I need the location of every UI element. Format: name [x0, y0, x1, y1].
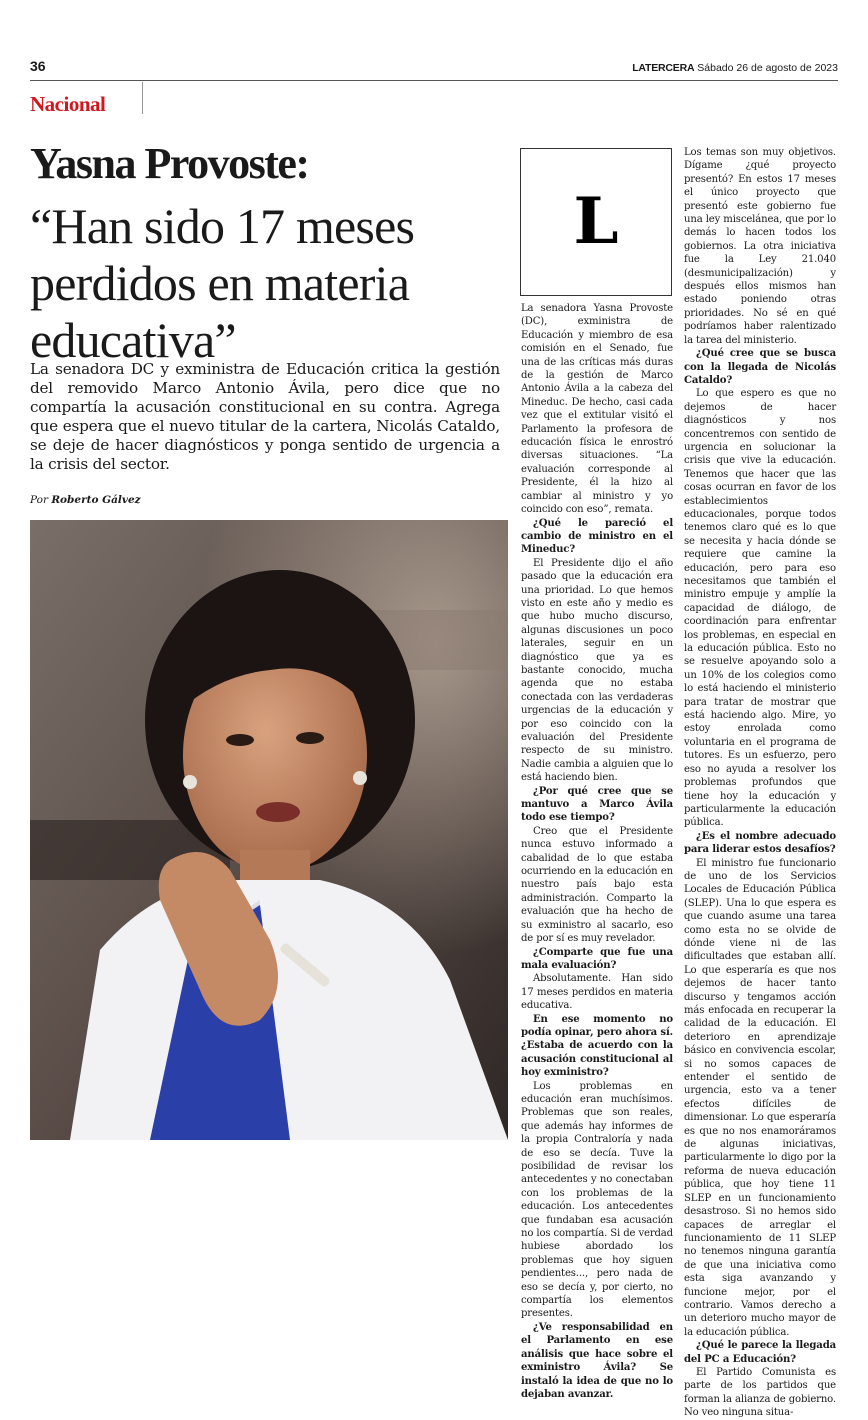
byline-author: Roberto Gálvez — [51, 494, 141, 506]
body-paragraph: El ministro fue funcionario de uno de los Servicios Locales de Educación Pública (SLEP). Una lo que espera es que cuando asume una tarea como esta no se olvide de dónde viene ni de las dificultades que estaban allí. Lo que esperaría es que nos dejemos de hacer tanto discurso y tengamos acción más enfocada en recuperar la calidad de la educación. El deterioro en aprendizaje básico en convivencia escolar, si no somos capaces de entender el sentido de urgencia, esto va a tener efectos difíciles de dimensionar. Lo que esperaría es que no nos enamoráramos de algunas iniciativas, particularmente lo digo por la reforma de nueva educación pública, que hoy tiene 11 SLEP en un funcionamiento desastroso. Si no hemos sido capaces de arreglar el funcionamiento de 11 SLEP no tenemos ninguna garantía de que una iniciativa como esta siga avanzando y funcione mejor, por el contrario. Vamos derecho a un deterioro mucho mayor de la educación pública. — [684, 857, 836, 1338]
headline-kicker: Yasna Provoste: — [30, 139, 309, 188]
byline — [30, 494, 141, 506]
interview-question: ¿Es el nombre adecuado para liderar estos desafíos? — [684, 830, 836, 856]
headline: “Han sido 17 meses perdidos en materia educativa” — [30, 198, 415, 368]
body-paragraph: Absolutamente. Han sido 17 meses perdidos en materia educativa. — [521, 973, 673, 1012]
masthead-date — [632, 62, 838, 74]
interview-question: ¿Por qué cree que se mantuvo a Marco Ávila todo ese tiempo? — [521, 785, 673, 824]
header-rule — [30, 80, 838, 81]
drop-cap-box — [520, 148, 672, 296]
body-paragraph: Los problemas en educación eran muchísimos. Problemas que son reales, que además hay informes de la propia Contraloría y nada de eso se decía. Tuve la posibilidad de revisar los antecedentes y no conectaban con los problemas de la educación. Los antecedentes que fundaban esa acusación no los compartía. Si de verdad hubiese abordado los problemas que hoy siguen pendientes..., pero nada de eso se decía y, por cierto, no compartía los elementos presentes. — [521, 1080, 673, 1320]
newspaper-brand: LATERCERA — [632, 62, 695, 74]
section-divider — [142, 82, 143, 114]
interview-question: ¿Ve responsabilidad en el Parlamento en ese análisis que hace sobre el exministro Ávila? Se instaló la idea de que no lo dejaban avanzar. — [521, 1321, 673, 1400]
interview-question: ¿Qué le parece la llegada del PC a Educación? — [684, 1340, 836, 1365]
interview-question: ¿Qué le pareció el cambio de ministro en el Mineduc? — [521, 517, 673, 556]
body-paragraph: Creo que el Presidente nunca estuvo informado a cabalidad de lo que estaba ocurriendo en la educación en nuestro país bajo esta administración. Comparto la evaluación que ha hecho de su exministro al sacarlo, eso de por sí es muy revelador. — [521, 825, 673, 945]
body-paragraph: El Partido Comunista es parte de los partidos que forman la alianza de gobierno. No veo ninguna situa- — [684, 1366, 836, 1419]
interview-question: ¿Comparte que fue una mala evaluación? — [521, 946, 673, 971]
interview-question: En ese momento no podía opinar, pero ahora sí. ¿Estaba de acuerdo con la acusación constitucional al hoy exministro? — [521, 1013, 673, 1079]
section-label: Nacional — [30, 92, 106, 116]
body-paragraph: Lo que espero es que no dejemos de hacer diagnósticos y nos concentremos con sentido de urgencia en solucionar la crisis que vive la educación. Tenemos que hacer que las cosas ocurran en favor de los establecimientos educacionales, porque todos tenemos claro qué es lo que se necesita y hacia dónde se requiere que camine la educación, pero para eso necesitamos que también el ministro empuje y amplíe la capacidad de diálogo, de coordinación para enfrentar los problemas, en especial en la educación pública. Esto no se resuelve apoyando solo a un 10% de los colegios como lo está haciendo el ministerio para tratar de mostrar que está haciendo algo. Mire, yo estoy enrolada como voluntaria en el programa de tutores. Es un esfuerzo, pero eso no ayuda a resolver los problemas profundos que tiene hoy la educación y particularmente la educación pública. — [684, 388, 836, 829]
byline-prefix: Por — [30, 494, 48, 506]
publication-date: Sábado 26 de agosto de 2023 — [697, 62, 838, 74]
article-column-1 — [521, 302, 673, 1401]
body-paragraph: La senadora Yasna Provoste (DC), exministra de Educación y miembro de esa comisión en el Senado, fue una de las críticas más duras de la gestión de Marco Antonio Ávila a la cabeza del Mineduc. De hecho, casi cada vez que el extitular visitó el Parlamento la profesora de educación física le enrostró diversas situaciones. “La evaluación corresponde al Presidente, él la hizo al cambiar al ministro y yo coincido con eso”, remata. — [521, 303, 673, 516]
deck-paragraph: La senadora DC y exministra de Educación critica la gestión del removido Marco Antonio Ávila, pero dice que no compartía la acusación constitucional en su contra. Agrega que espera que el nuevo titular de la cartera, Nicolás Cataldo, se deje de hacer diagnósticos y ponga sentido de urgencia a la crisis del sector. — [30, 360, 500, 473]
portrait-illustration — [30, 520, 508, 1140]
drop-cap: L — [573, 184, 619, 259]
body-paragraph: El Presidente dijo el año pasado que la educación era una prioridad. Lo que hemos visto en este año y medio es que hubo mucho discurso, algunas discusiones un poco laterales, seguir en un diagnóstico que ya es bastante conocido, mucha agenda que no estaba conectada con las verdaderas urgencias de la educación y por eso coincido con la evaluación del Presidente respecto de su ministro. Nadie cambia a alguien que lo está haciendo bien. — [521, 557, 673, 784]
page-number: 36 — [30, 58, 46, 74]
body-paragraph: Los temas son muy objetivos. Dígame ¿qué proyecto presentó? En estos 17 meses el único proyecto que presentó este gobierno fue una ley miscelánea, que por lo demás lo hacen todos los gobiernos. La otra iniciativa fue la Ley 21.040 (desmunicipalización) y después ellos mismos han estado poniendo otras prioridades. No sé en qué podríamos haber ralentizado la tarea del ministerio. — [684, 147, 836, 346]
interview-question: ¿Qué cree que se busca con la llegada de Nicolás Cataldo? — [684, 348, 836, 386]
article-column-2 — [684, 146, 836, 1420]
article-photo — [30, 520, 508, 1140]
